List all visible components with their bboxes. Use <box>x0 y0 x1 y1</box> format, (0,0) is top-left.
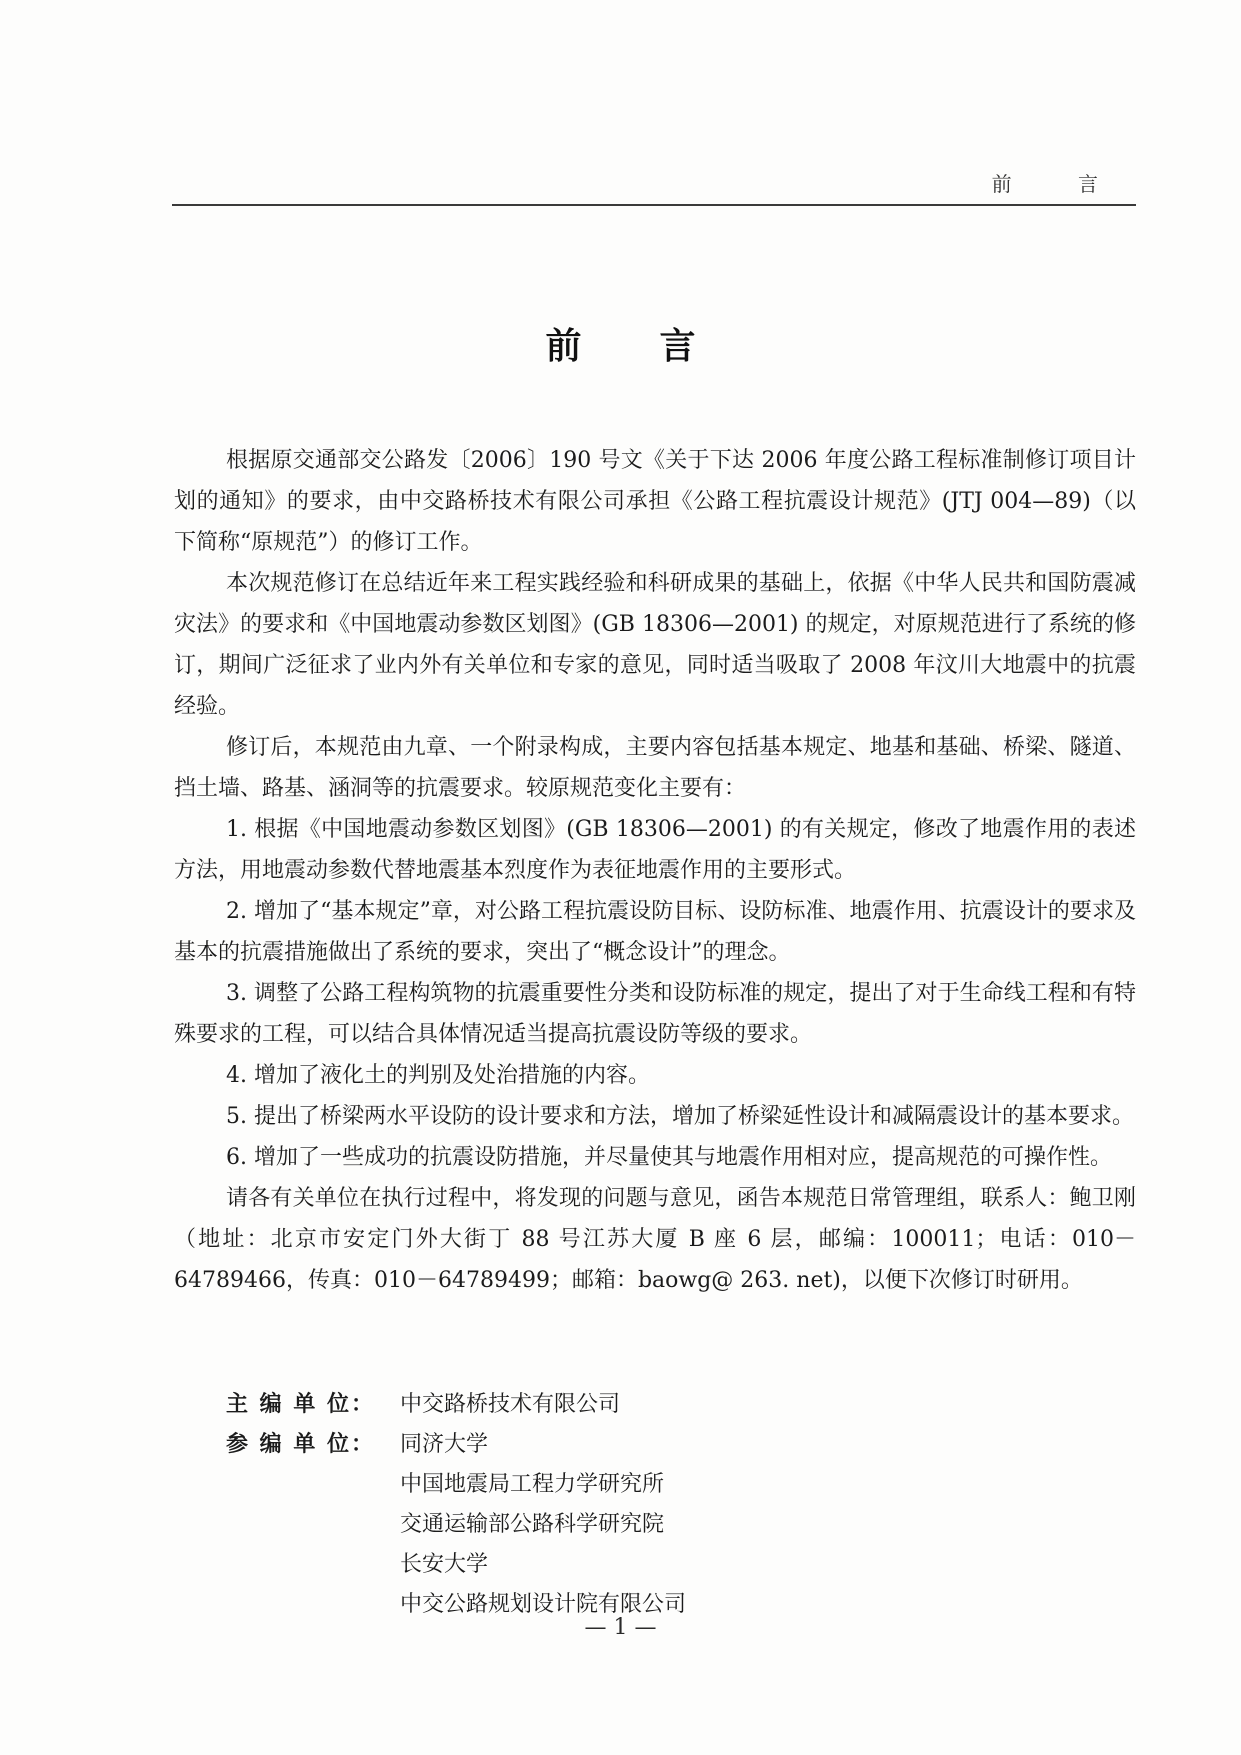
page-number: — 1 — <box>584 1615 657 1640</box>
preface-body <box>174 440 1136 1301</box>
list-item: 5. 提出了桥梁两水平设防的设计要求和方法，增加了桥梁延性设计和减隔震设计的基本要求。 <box>226 1104 1134 1129</box>
list-item: 1. 根据《中国地震动参数区划图》(GB 18306—2001) 的有关规定，修改了地震作用的表述方法，用地震动参数代替地震基本烈度作为表征地震作用的主要形式。 <box>174 817 1136 883</box>
chief-editor-row <box>226 1385 926 1425</box>
paragraph: 本次规范修订在总结近年来工程实践经验和科研成果的基础上，依据《中华人民共和国防震减灾法》的要求和《中国地震动参数区划图》(GB 18306—2001) 的规定，对原规范进行了系统的修订，期间广泛征求了业内外有关单位和专家的意见，同时适当吸取了 2008 年汶川大地震中的抗震经验。 <box>174 571 1136 719</box>
participating-unit: 交通运输部公路科学研究院 <box>400 1512 665 1537</box>
paragraph: 根据原交通部交公路发〔2006〕190 号文《关于下达 2006 年度公路工程标准制修订项目计划的通知》的要求，由中交路桥技术有限公司承担《公路工程抗震设计规范》(JTJ 004—89)（以下简称“原规范”）的修订工作。 <box>174 448 1136 555</box>
chief-editor-unit: 中交路桥技术有限公司 <box>400 1392 621 1417</box>
participating-unit: 长安大学 <box>400 1552 489 1577</box>
list-item: 4. 增加了液化土的判别及处治措施的内容。 <box>226 1063 650 1088</box>
page-title: 前言 <box>545 326 774 367</box>
chief-editor-label: 主 编 单 位： <box>226 1392 375 1417</box>
chief-editor-values <box>400 1385 620 1425</box>
participating-units-values <box>400 1425 686 1625</box>
contact-paragraph: 请各有关单位在执行过程中，将发现的问题与意见，函告本规范日常管理组，联系人：鲍卫刚（地址：北京市安定门外大街丁 88 号江苏大厦 B 座 6 层，邮编：100011；电话：010－64789466，传真：010－64789499；邮箱：baowg@ 263. net)，以便下次修订时研用。 <box>174 1186 1136 1293</box>
participating-units-row <box>226 1425 926 1625</box>
participating-unit: 中交公路规划设计院有限公司 <box>400 1592 687 1617</box>
running-header <box>172 168 1136 206</box>
list-item: 2. 增加了“基本规定”章，对公路工程抗震设防目标、设防标准、地震作用、抗震设计的要求及基本的抗震措施做出了系统的要求，突出了“概念设计”的理念。 <box>174 899 1136 965</box>
participating-unit: 同济大学 <box>400 1432 489 1457</box>
list-item: 6. 增加了一些成功的抗震设防措施，并尽量使其与地震作用相对应，提高规范的可操作性。 <box>226 1145 1112 1170</box>
list-item: 3. 调整了公路工程构筑物的抗震重要性分类和设防标准的规定，提出了对于生命线工程和有特殊要求的工程，可以结合具体情况适当提高抗震设防等级的要求。 <box>174 981 1136 1047</box>
running-header-text: 前 言 <box>991 172 1128 196</box>
organization-list <box>226 1385 926 1625</box>
participating-units-label: 参 编 单 位： <box>226 1432 375 1457</box>
paragraph: 修订后，本规范由九章、一个附录构成，主要内容包括基本规定、地基和基础、桥梁、隧道、挡土墙、路基、涵洞等的抗震要求。较原规范变化主要有： <box>174 735 1136 801</box>
participating-unit: 中国地震局工程力学研究所 <box>400 1472 665 1497</box>
